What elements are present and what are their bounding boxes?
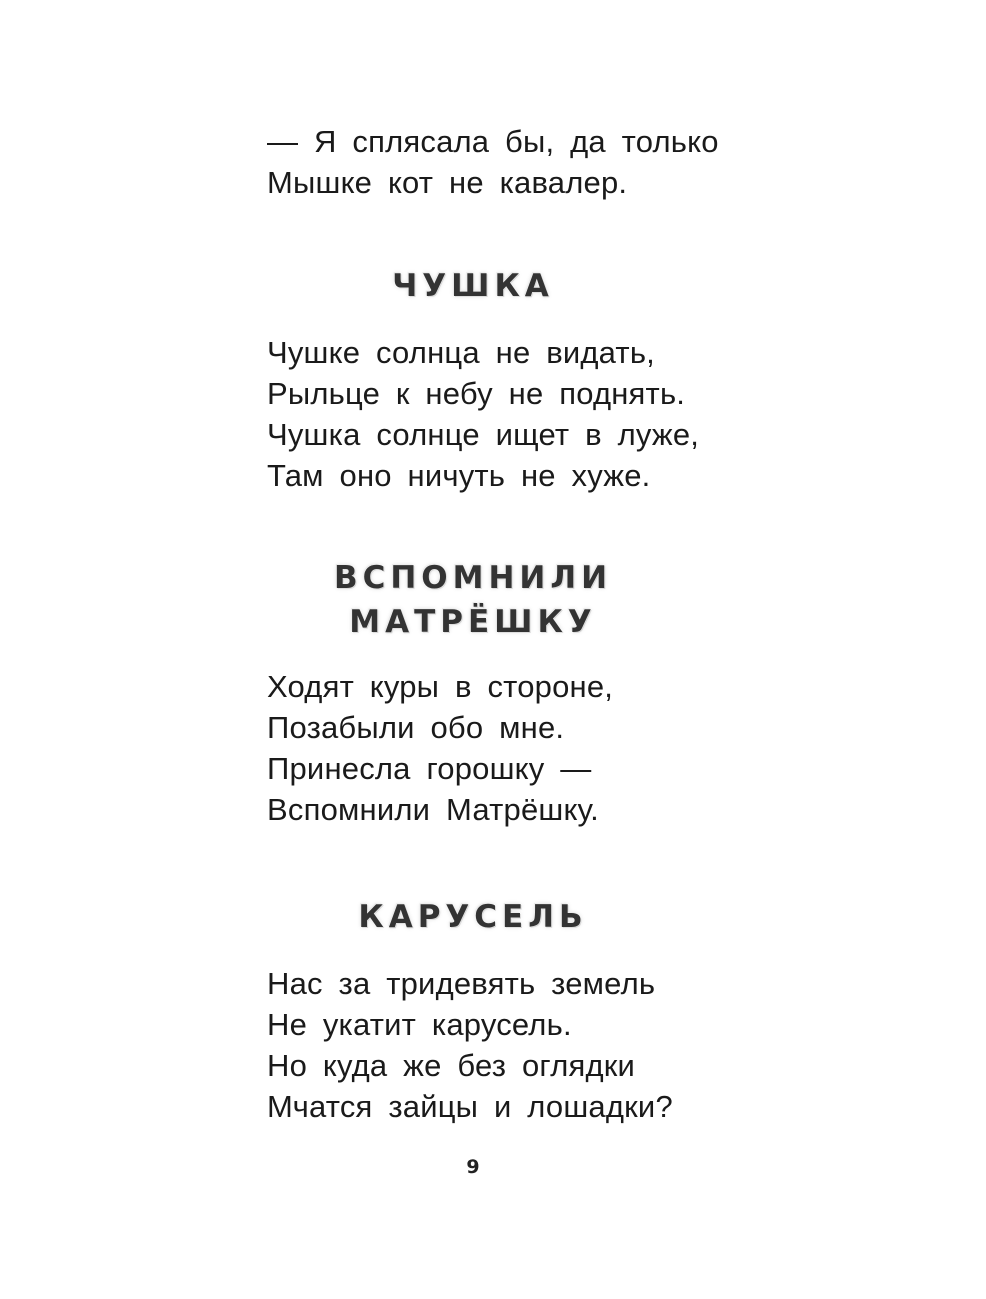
- stanza-line: Ходят куры в стороне,: [267, 669, 614, 704]
- poem-stanza-karusel: [267, 963, 673, 1127]
- intro-stanza: [267, 121, 719, 203]
- poem-stanza-vspomnili-matryoshku: [267, 666, 613, 830]
- stanza-line: Нас за тридевять земель: [267, 966, 656, 1001]
- poem-title-line: ВСПОМНИЛИ: [333, 560, 613, 596]
- stanza-line: Рыльце к небу не поднять.: [267, 376, 686, 411]
- stanza-line: Мчатся зайцы и лошадки?: [267, 1089, 673, 1124]
- stanza-line: Там оно ничуть не хуже.: [267, 458, 651, 493]
- stanza-line: — Я сплясала бы, да только: [267, 124, 719, 159]
- poem-stanza-chushka: [267, 332, 699, 496]
- poem-title-chushka: [0, 264, 946, 308]
- stanza-line: Чушке солнца не видать,: [267, 335, 655, 370]
- poem-title-line: МАТРЁШКУ: [349, 604, 597, 640]
- poem-title-vspomnili-matryoshku: [0, 556, 946, 644]
- poem-title-line: ЧУШКА: [392, 268, 554, 304]
- stanza-line: Принесла горошку —: [267, 751, 592, 786]
- poem-title-line: КАРУСЕЛЬ: [358, 899, 588, 935]
- page-number: 9: [466, 1156, 480, 1178]
- stanza-line: Но куда же без оглядки: [267, 1048, 636, 1083]
- stanza-line: Вспомнили Матрёшку.: [267, 792, 599, 827]
- poem-title-karusel: [0, 895, 946, 939]
- stanza-line: Позабыли обо мне.: [267, 710, 565, 745]
- stanza-line: Чушка солнце ищет в луже,: [267, 417, 700, 452]
- stanza-line: Мышке кот не кавалер.: [267, 165, 628, 200]
- stanza-line: Не укатит карусель.: [267, 1007, 572, 1042]
